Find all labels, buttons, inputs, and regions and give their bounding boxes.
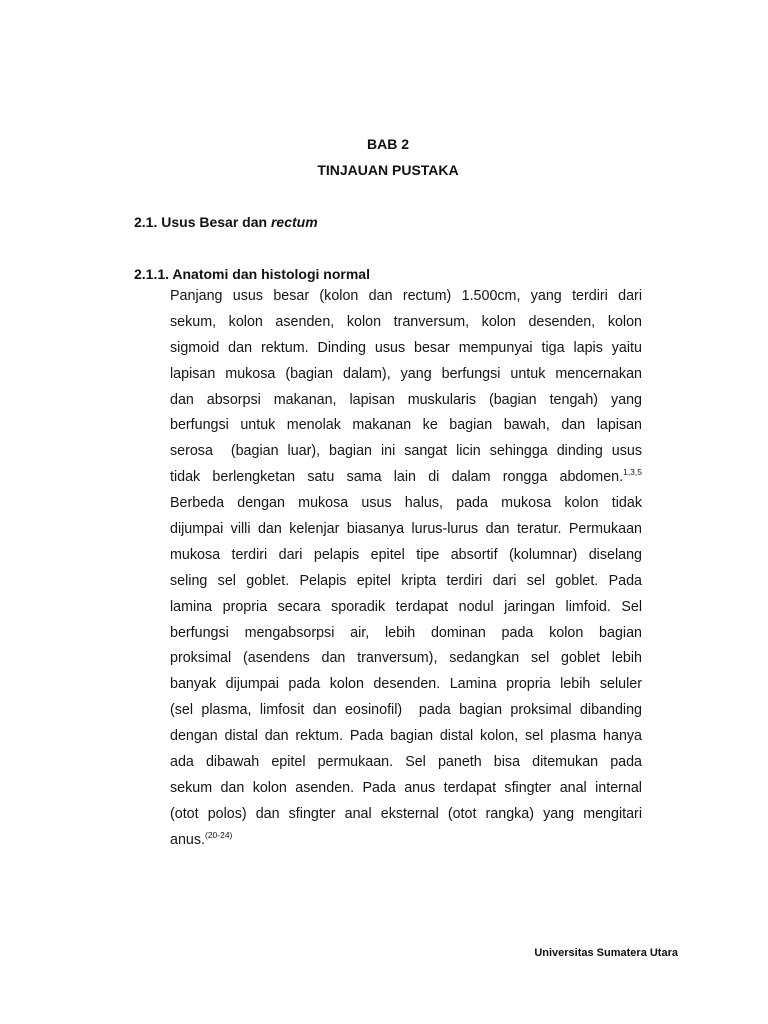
paragraph-line: ada dibawah epitel permukaan. Sel paneth bisa ditemukan pada <box>170 754 642 771</box>
paragraph-line: proksimal (asendens dan tranversum), sedangkan sel goblet lebih <box>170 650 642 667</box>
subsection-heading: 2.1.1. Anatomi dan histologi normal <box>134 266 370 282</box>
section-heading-text: 2.1. Usus Besar dan <box>134 214 271 230</box>
citation-superscript: (20-24) <box>204 829 233 840</box>
body-paragraph <box>170 284 642 854</box>
section-heading-emphasis: rectum <box>270 214 318 230</box>
paragraph-line: berfungsi mengabsorpsi air, lebih dominan pada kolon bagian <box>170 624 642 641</box>
paragraph-line: sigmoid dan rektum. Dinding usus besar mempunyai tiga lapis yaitu <box>170 339 642 356</box>
paragraph-line: dijumpai villi dan kelenjar biasanya lurus-lurus dan teratur. Permukaan <box>170 521 642 538</box>
paragraph-line: banyak dijumpai pada kolon desenden. Lamina propria lebih seluler <box>170 676 642 693</box>
section-heading <box>134 213 318 231</box>
paragraph-line: Berbeda dengan mukosa usus halus, pada mukosa kolon tidak <box>170 495 642 512</box>
paragraph-line: (sel plasma, limfosit dan eosinofil) pada bagian proksimal dibanding <box>170 702 642 719</box>
paragraph-line-with-citation <box>170 465 642 491</box>
paragraph-line: serosa (bagian luar), bagian ini sangat licin sehingga dinding usus <box>170 443 642 460</box>
chapter-number: BAB 2 <box>366 136 409 152</box>
paragraph-line: Panjang usus besar (kolon dan rectum) 1.500cm, yang terdiri dari <box>170 288 642 304</box>
paragraph-line-text: anus. <box>170 831 205 848</box>
footer-institution: Universitas Sumatera Utara <box>534 947 678 959</box>
paragraph-line: sekum dan kolon asenden. Pada anus terdapat sfingter anal internal <box>170 779 642 796</box>
paragraph-line: sekum, kolon asenden, kolon tranversum, kolon desenden, kolon <box>170 313 642 330</box>
paragraph-line: mukosa terdiri dari pelapis epitel tipe absortif (kolumnar) diselang <box>170 546 642 563</box>
paragraph-line: dengan distal dan rektum. Pada bagian distal kolon, sel plasma hanya <box>170 728 642 745</box>
paragraph-line: lapisan mukosa (bagian dalam), yang berfungsi untuk mencernakan <box>170 365 642 382</box>
paragraph-line: (otot polos) dan sfingter anal eksternal (otot rangka) yang mengitari <box>170 805 642 822</box>
paragraph-line-text: tidak berlengketan satu sama lain di dalam rongga abdomen. <box>170 469 624 486</box>
paragraph-line-with-citation <box>170 828 642 854</box>
paragraph-line: dan absorpsi makanan, lapisan muskularis (bagian tengah) yang <box>170 391 642 408</box>
paragraph-line: berfungsi untuk menolak makanan ke bagian bawah, dan lapisan <box>170 417 642 434</box>
chapter-title: TINJAUAN PUSTAKA <box>317 162 459 178</box>
citation-superscript: 1,3,5 <box>623 467 642 478</box>
paragraph-line: lamina propria secara sporadik terdapat nodul jaringan limfoid. Sel <box>170 598 642 615</box>
paragraph-line: seling sel goblet. Pelapis epitel kripta terdiri dari sel goblet. Pada <box>170 572 642 589</box>
